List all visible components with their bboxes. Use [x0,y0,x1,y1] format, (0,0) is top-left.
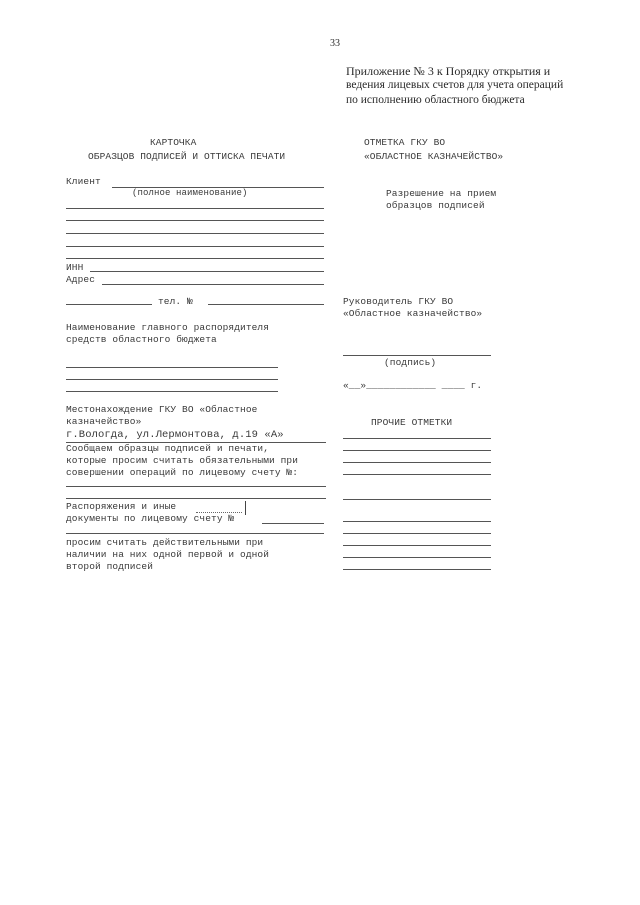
head-line-2: «Областное казначейство» [343,308,483,319]
other-marks-line-3 [343,462,491,463]
appendix-line-2: ведения лицевых счетов для учета операций [346,79,564,91]
permission-line-2: образцов подписей [386,200,485,211]
phone-label: тел. № [158,296,193,307]
other-marks-line-10 [343,569,491,570]
other-marks-line-6 [343,521,491,522]
other-marks-line-5 [343,499,491,500]
manager-line-1 [66,367,278,368]
appendix-line-3: по исполнению областного бюджета [346,94,525,106]
client-line-6 [66,258,324,259]
other-marks-line-9 [343,557,491,558]
valid-line-2: наличии на них одной первой и одной [66,549,270,560]
treasury-mark-line-2: «ОБЛАСТНОЕ КАЗНАЧЕЙСТВО» [364,151,504,162]
client-line-5 [66,246,324,247]
other-marks-line-7 [343,533,491,534]
orders-account-line [262,523,324,524]
account-line-1 [66,486,326,487]
location-line-1: Местонахождение ГКУ ВО «Областное [66,404,258,415]
main-manager-line-1: Наименование главного распорядителя [66,322,270,333]
date-line: «__»____________ ____ г. [343,380,483,391]
manager-line-3 [66,391,278,392]
client-line-2 [66,208,324,209]
valid-line-1: просим считать действительными при [66,537,264,548]
notice-line-1: Сообщаем образцы подписей и печати, [66,443,270,454]
phone-line [208,304,324,305]
head-line-1: Руководитель ГКУ ВО [343,296,454,307]
orders-line-1: Распоряжения и иные [66,501,177,512]
manager-line-2 [66,379,278,380]
signature-hint: (подпись) [384,357,437,368]
orders-underline [66,533,324,534]
card-title-line-1: КАРТОЧКА [150,137,197,148]
orders-separator [245,501,246,515]
client-line-4 [66,233,324,234]
location-line-2: казначейство» [66,416,142,427]
location-line-3: г.Вологда, ул.Лермонтова, д.19 «А» [66,429,284,441]
signature-line [343,355,491,356]
other-marks-line-1 [343,438,491,439]
client-line-3 [66,220,324,221]
notice-line-3: совершении операций по лицевому счету №: [66,467,299,478]
address-label: Адрес [66,274,96,285]
appendix-line-1: Приложение № 3 к Порядку открытия и [346,64,551,78]
inn-label: ИНН [66,262,84,273]
orders-line-2: документы по лицевому счету № [66,513,235,524]
client-label: Клиент [66,176,101,187]
main-manager-line-2: средств областного бюджета [66,334,217,345]
other-marks-heading: ПРОЧИЕ ОТМЕТКИ [371,417,453,428]
valid-line-3: второй подписей [66,561,154,572]
account-line-2 [66,498,326,499]
phone-prefix-line [66,304,152,305]
other-marks-line-8 [343,545,491,546]
other-marks-line-2 [343,450,491,451]
address-line [102,284,324,285]
permission-line-1: Разрешение на прием [386,188,497,199]
other-marks-line-4 [343,474,491,475]
card-title-line-2: ОБРАЗЦОВ ПОДПИСЕЙ И ОТТИСКА ПЕЧАТИ [88,151,286,162]
full-name-hint: (полное наименование) [132,188,248,198]
treasury-mark-line-1: ОТМЕТКА ГКУ ВО [364,137,446,148]
notice-line-2: которые просим считать обязательными при [66,455,299,466]
inn-line [90,271,324,272]
page-number: 33 [330,38,340,49]
